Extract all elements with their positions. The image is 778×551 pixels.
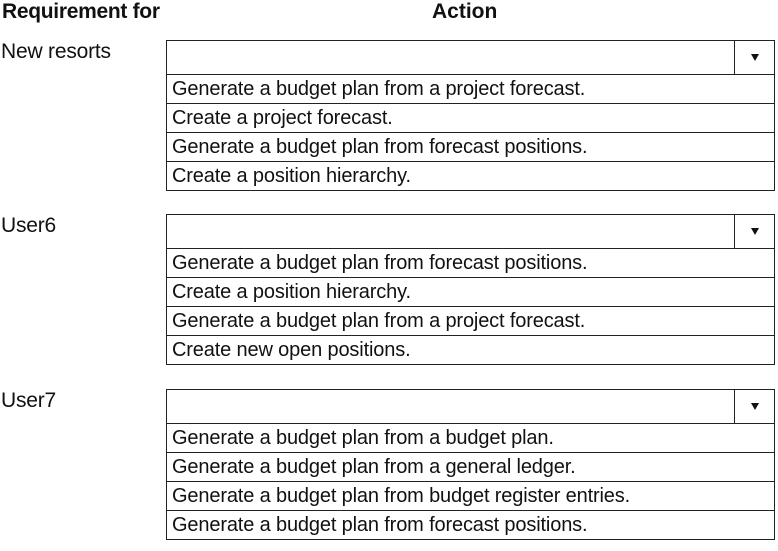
chevron-down-icon (751, 228, 759, 235)
dropdown-toggle-button[interactable] (734, 41, 774, 74)
dropdown-option[interactable]: Create a position hierarchy. (172, 165, 411, 187)
chevron-down-icon (751, 403, 759, 410)
dropdown-option[interactable]: Create new open positions. (172, 339, 411, 361)
requirement-header: Requirement for (2, 0, 160, 23)
dropdown-selected-value[interactable] (167, 215, 774, 249)
dropdown-toggle-button[interactable] (734, 390, 774, 423)
action-header: Action (432, 0, 498, 23)
requirement-label: User7 (1, 389, 57, 412)
requirement-label: New resorts (1, 40, 111, 63)
dropdown-toggle-button[interactable] (734, 215, 774, 248)
header (0, 0, 778, 28)
requirement-label: User6 (1, 214, 57, 237)
dropdown-selected-value[interactable] (167, 390, 774, 424)
dropdown-option[interactable]: Generate a budget plan from a project forecast. (167, 307, 774, 336)
chevron-down-icon (751, 54, 759, 61)
dropdown-option[interactable]: Generate a budget plan from a project forecast. (167, 75, 774, 104)
dropdown-option[interactable]: Generate a budget plan from budget register entries. (167, 482, 774, 511)
dropdown-option[interactable]: Generate a budget plan from forecast positions. (167, 249, 774, 278)
dropdown-option[interactable]: Generate a budget plan from a general ledger. (167, 453, 774, 482)
action-dropdown[interactable] (166, 214, 775, 365)
dropdown-option[interactable]: Create a project forecast. (167, 104, 774, 133)
action-dropdown[interactable] (166, 389, 775, 540)
dropdown-option[interactable]: Generate a budget plan from forecast positions. (167, 133, 774, 162)
action-dropdown[interactable] (166, 40, 775, 191)
dropdown-option[interactable]: Generate a budget plan from forecast positions. (172, 514, 588, 536)
dropdown-selected-value[interactable] (167, 41, 774, 75)
dropdown-option[interactable]: Create a position hierarchy. (167, 278, 774, 307)
dropdown-option[interactable]: Generate a budget plan from a budget plan. (167, 424, 774, 453)
